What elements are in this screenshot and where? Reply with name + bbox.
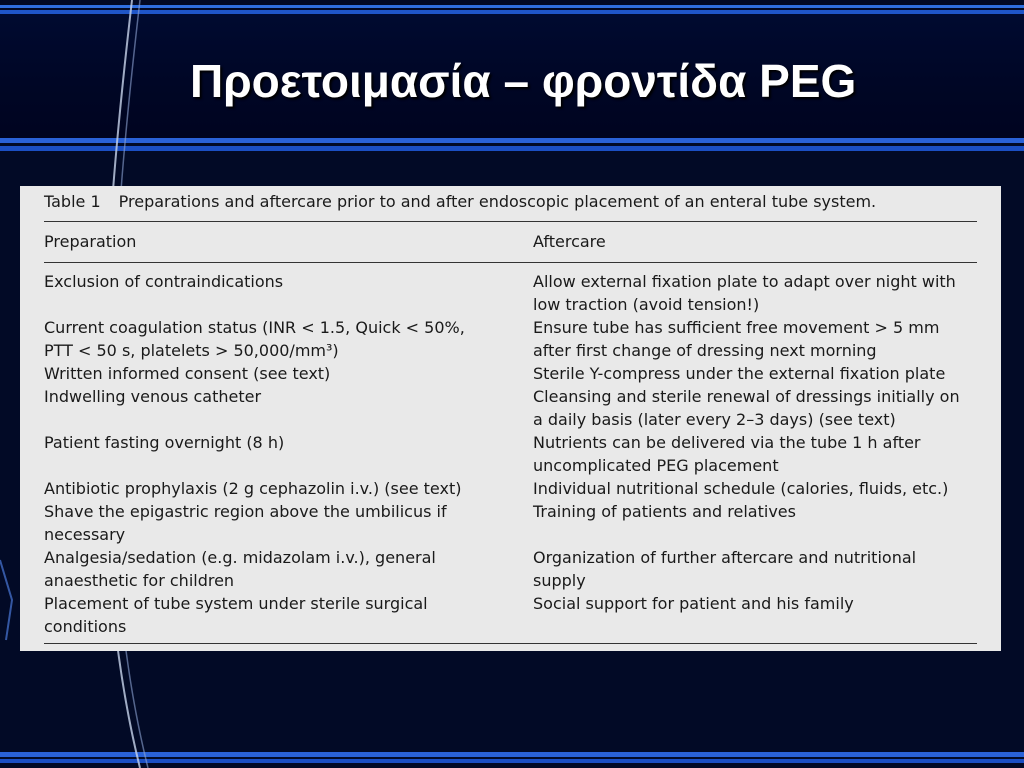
cell-line: Training of patients and relatives [533, 502, 796, 521]
table-cell-preparation [44, 592, 504, 638]
cell-line: Patient fasting overnight (8 h) [44, 433, 285, 452]
cell-line: Indwelling venous catheter [44, 387, 262, 406]
cell-line: low traction (avoid tension!) [533, 295, 760, 314]
cell-line: Exclusion of contraindications [44, 272, 284, 291]
cell-line: Sterile Y-compress under the external fixation plate [533, 364, 946, 383]
header-aftercare: Aftercare [533, 232, 606, 251]
cell-line: Allow external fixation plate to adapt over night with [533, 272, 956, 291]
cell-line: Organization of further aftercare and nutritional [533, 548, 917, 567]
table-cell-preparation [44, 477, 504, 500]
table-cell-preparation [44, 270, 504, 293]
table-cell-preparation [44, 362, 504, 385]
table-cell-aftercare [533, 362, 993, 385]
table-cell-aftercare [533, 592, 993, 615]
cell-line: Social support for patient and his family [533, 594, 854, 613]
cell-line: PTT < 50 s, platelets > 50,000/mm³) [44, 341, 339, 360]
table-panel [20, 186, 1001, 651]
cell-line: Cleansing and sterile renewal of dressings initially on [533, 387, 960, 406]
cell-line: Written informed consent (see text) [44, 364, 331, 383]
table-cell-preparation [44, 500, 504, 546]
header-preparation: Preparation [44, 232, 137, 251]
cell-line: necessary [44, 525, 126, 544]
table-cell-aftercare [533, 500, 993, 523]
table-cell-preparation [44, 546, 504, 592]
table-cell-preparation [44, 316, 504, 362]
table-cell-aftercare [533, 431, 993, 477]
table-cell-preparation [44, 385, 504, 408]
cell-line: Ensure tube has sufficient free movement > 5 mm [533, 318, 940, 337]
table-cell-preparation [44, 431, 504, 454]
cell-line: uncomplicated PEG placement [533, 456, 779, 475]
cell-line: supply [533, 571, 586, 590]
cell-line: a daily basis (later every 2–3 days) (see text) [533, 410, 896, 429]
cell-line: conditions [44, 617, 127, 636]
cell-line: Analgesia/sedation (e.g. midazolam i.v.), general [44, 548, 436, 567]
cell-line: Antibiotic prophylaxis (2 g cephazolin i.v.) (see text) [44, 479, 462, 498]
cell-line: Current coagulation status (INR < 1.5, Quick < 50%, [44, 318, 465, 337]
cell-line: Shave the epigastric region above the umbilicus if [44, 502, 447, 521]
table-cell-aftercare [533, 385, 993, 431]
cell-line: Individual nutritional schedule (calories, fluids, etc.) [533, 479, 949, 498]
slide-title: Προετοιμασία – φροντίδα PEG [190, 55, 857, 107]
table-bottom-rule [44, 643, 977, 644]
table-top-rule [44, 221, 977, 222]
cell-line: Placement of tube system under sterile surgical [44, 594, 428, 613]
table-header-rule [44, 262, 977, 263]
table-label: Table 1 [44, 192, 101, 211]
table-caption-text: Preparations and aftercare prior to and after endoscopic placement of an enteral tube system. [118, 192, 877, 211]
table-caption [44, 192, 876, 211]
table-cell-aftercare [533, 270, 993, 316]
table-cell-aftercare [533, 477, 993, 500]
cell-line: Nutrients can be delivered via the tube 1 h after [533, 433, 921, 452]
cell-line: after first change of dressing next morning [533, 341, 877, 360]
table-cell-aftercare [533, 316, 993, 362]
cell-line: anaesthetic for children [44, 571, 235, 590]
table-cell-aftercare [533, 546, 993, 592]
